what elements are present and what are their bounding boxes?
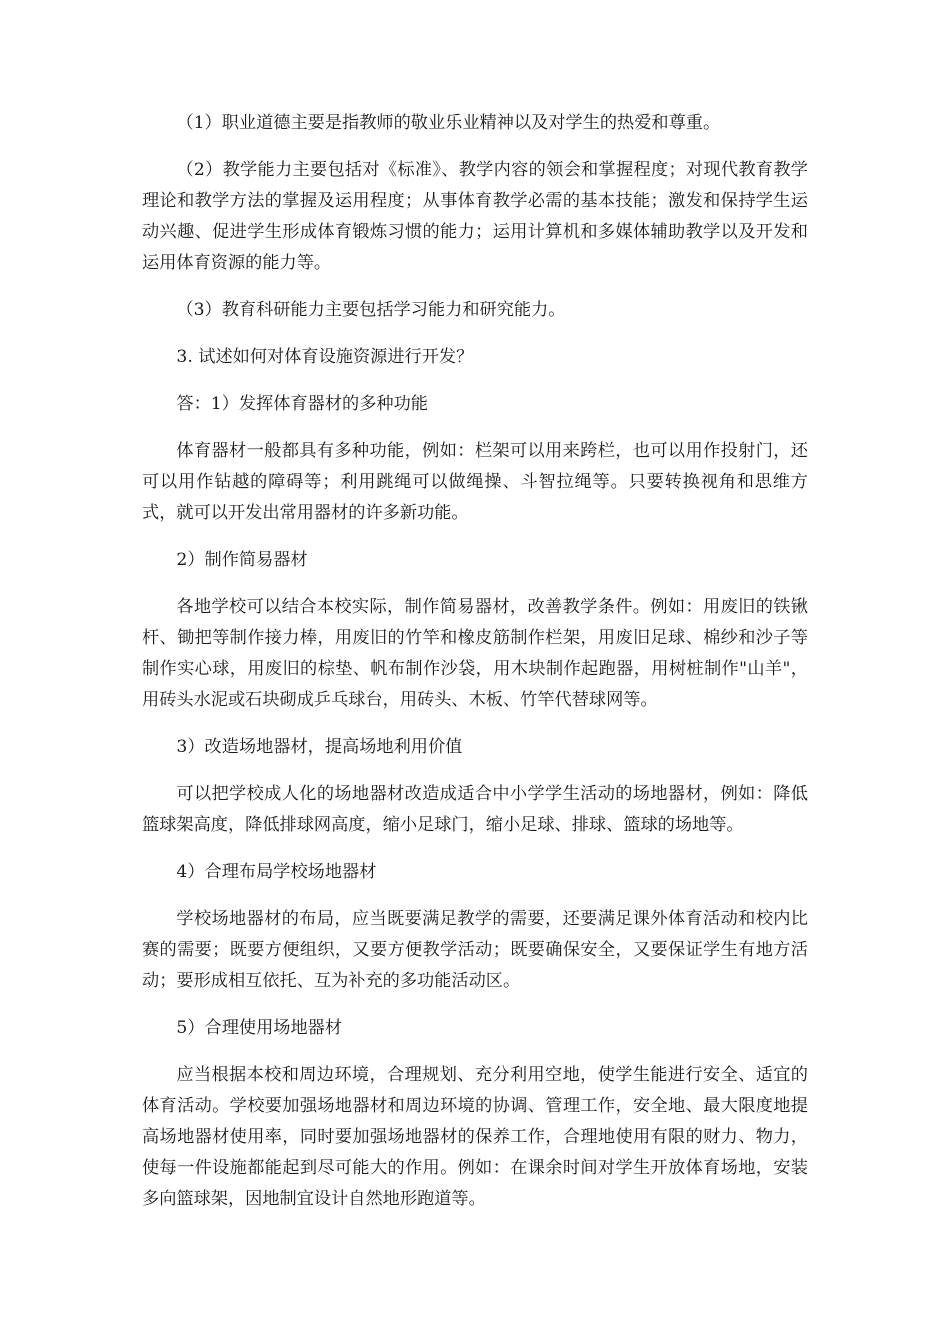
question-heading: 3. 试述如何对体育设施资源进行开发？ <box>176 347 474 367</box>
answer-point-4-body: 学校场地器材的布局，应当既要满足教学的需要，还要满足课外体育活动和校内比赛的需要；既要方便组织，又要方便教学活动；既要确保安全，又要保证学生有地方活动；要形成相互依托、互为补充的多功能活动区。 <box>142 909 808 991</box>
document-page <box>142 108 808 1231</box>
paragraph-professional-ethics: （1）职业道德主要是指教师的敬业乐业精神以及对学生的热爱和尊重。 <box>176 113 721 133</box>
answer-point-1-body: 体育器材一般都具有多种功能，例如：栏架可以用来跨栏，也可以用作投射门，还可以用作钻越的障碍等；利用跳绳可以做绳操、斗智拉绳等。只要转换视角和思维方式，就可以开发出常用器材的许多新功能。 <box>142 441 808 523</box>
answer-point-4-heading: 4）合理布局学校场地器材 <box>176 862 377 882</box>
answer-point-2-heading: 2）制作简易器材 <box>176 550 308 570</box>
paragraph-teaching-ability: （2）教学能力主要包括对《标准》、教学内容的领会和掌握程度；对现代教育教学理论和教学方法的掌握及运用程度；从事体育教学必需的基本技能；激发和保持学生运动兴趣、促进学生形成体育锻炼习惯的能力；运用计算机和多媒体辅助教学以及开发和运用体育资源的能力等。 <box>142 160 808 273</box>
answer-point-2-body: 各地学校可以结合本校实际，制作简易器材，改善教学条件。例如：用废旧的铁锹杆、锄把等制作接力棒，用废旧的竹竿和橡皮筋制作栏架，用废旧足球、棉纱和沙子等制作实心球，用废旧的棕垫、帆布制作沙袋，用木块制作起跑器，用树桩制作"山羊"，用砖头水泥或石块砌成乒乓球台，用砖头、木板、竹竿代替球网等。 <box>142 597 808 710</box>
answer-point-1-heading: 答：1）发挥体育器材的多种功能 <box>176 394 428 414</box>
answer-point-5-body: 应当根据本校和周边环境，合理规划、充分利用空地，使学生能进行安全、适宜的体育活动。学校要加强场地器材和周边环境的协调、管理工作，安全地、最大限度地提高场地器材使用率，同时要加强场地器材的保养工作，合理地使用有限的财力、物力，使每一件设施都能起到尽可能大的作用。例如：在课余时间对学生开放体育场地，安装多向篮球架，因地制宜设计自然地形跑道等。 <box>142 1065 808 1209</box>
answer-point-3-heading: 3）改造场地器材，提高场地利用价值 <box>176 737 463 757</box>
answer-point-5-heading: 5）合理使用场地器材 <box>176 1018 343 1038</box>
answer-point-3-body: 可以把学校成人化的场地器材改造成适合中小学学生活动的场地器材，例如：降低篮球架高度，降低排球网高度，缩小足球门，缩小足球、排球、篮球的场地等。 <box>142 784 808 835</box>
paragraph-research-ability: （3）教育科研能力主要包括学习能力和研究能力。 <box>176 300 566 320</box>
